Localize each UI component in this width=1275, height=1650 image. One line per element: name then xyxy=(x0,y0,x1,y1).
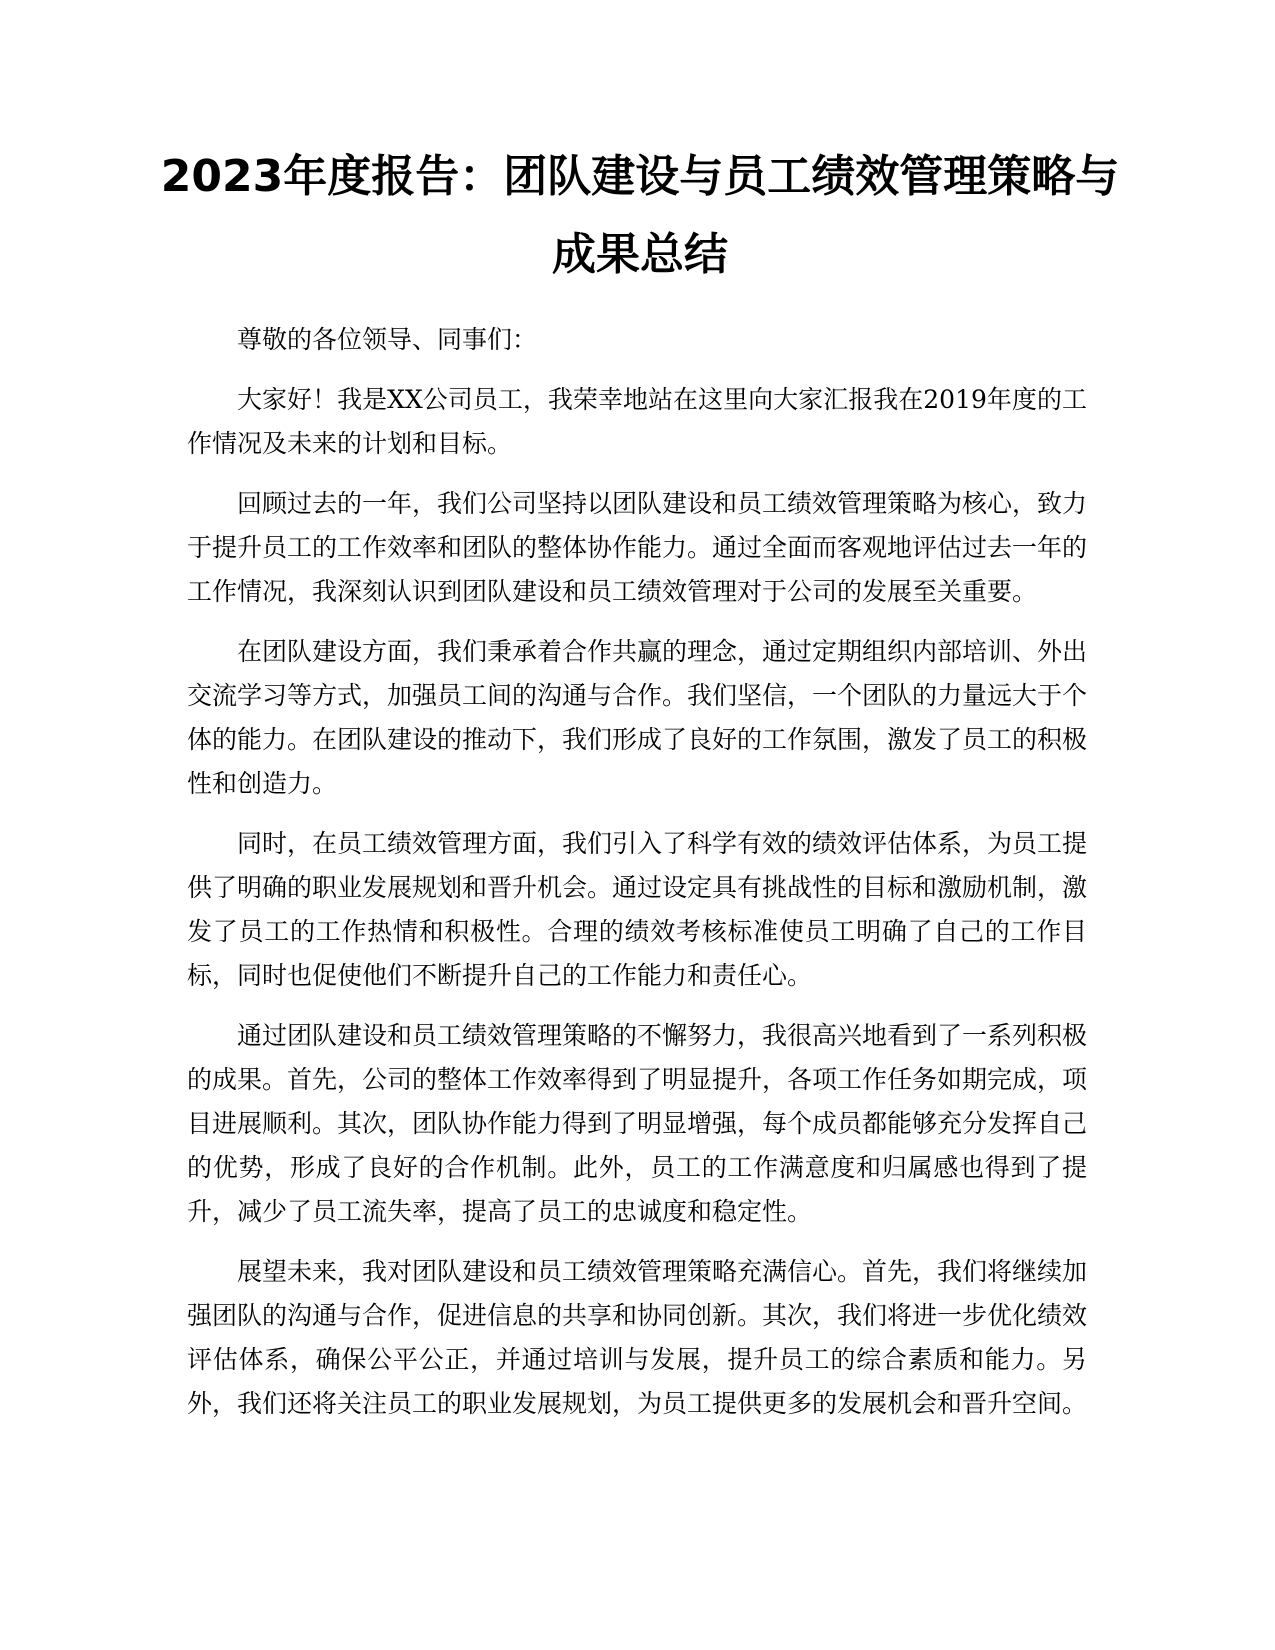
outlook-paragraph: 展望未来，我对团队建设和员工绩效管理策略充满信心。首先，我们将继续加强团队的沟通与合作，促进信息的共享和协同创新。其次，我们将进一步优化绩效评估体系，确保公平公正，并通过培训与发展，提升员工的综合素质和能力。另外，我们还将关注员工的职业发展规划，为员工提供更多的发展机会和晋升空间。 xyxy=(187,1257,1088,1418)
team-building-paragraph: 在团队建设方面，我们秉承着合作共赢的理念，通过定期组织内部培训、外出交流学习等方式，加强员工间的沟通与合作。我们坚信，一个团队的力量远大于个体的能力。在团队建设的推动下，我们形成了良好的工作氛围，激发了员工的积极性和创造力。 xyxy=(187,637,1088,798)
document-title: 2023年度报告：团队建设与员工绩效管理策略与成果总结 xyxy=(160,151,1120,280)
results-paragraph: 通过团队建设和员工绩效管理策略的不懈努力，我很高兴地看到了一系列积极的成果。首先，公司的整体工作效率得到了明显提升，各项工作任务如期完成，项目进展顺利。其次，团队协作能力得到了明显增强，每个成员都能够充分发挥自己的优势，形成了良好的合作机制。此外，员工的工作满意度和归属感也得到了提升，减少了员工流失率，提高了员工的忠诚度和稳定性。 xyxy=(187,1021,1088,1226)
greeting-paragraph: 大家好！我是XX公司员工，我荣幸地站在这里向大家汇报我在2019年度的工作情况及未来的计划和目标。 xyxy=(187,385,1087,458)
salutation-paragraph: 尊敬的各位领导、同事们： xyxy=(237,325,538,354)
review-paragraph: 回顾过去的一年，我们公司坚持以团队建设和员工绩效管理策略为核心，致力于提升员工的工作效率和团队的整体协作能力。通过全面而客观地评估过去一年的工作情况，我深刻认识到团队建设和员工绩效管理对于公司的发展至关重要。 xyxy=(187,489,1088,606)
document-body xyxy=(187,318,1087,1442)
performance-management-paragraph: 同时，在员工绩效管理方面，我们引入了科学有效的绩效评估体系，为员工提供了明确的职业发展规划和晋升机会。通过设定具有挑战性的目标和激励机制，激发了员工的工作热情和积极性。合理的绩效考核标准使员工明确了自己的工作目标，同时也促使他们不断提升自己的工作能力和责任心。 xyxy=(187,829,1088,990)
